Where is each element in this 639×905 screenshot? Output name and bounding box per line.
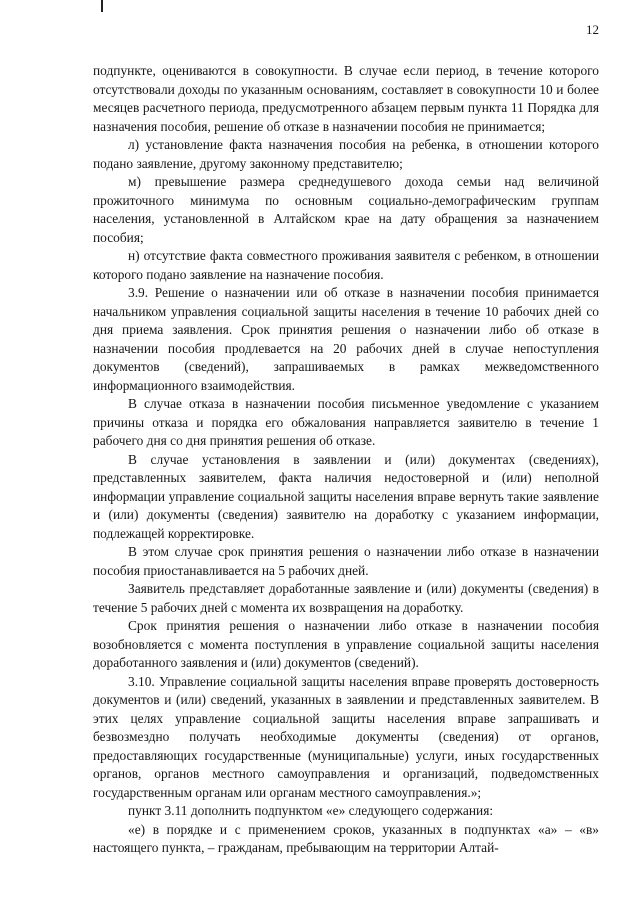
paragraph-resubmission: Заявитель представляет доработанные заявление и (или) документы (сведения) в течение 5 рабочих дней с момента их возвращения на доработку. (93, 581, 599, 615)
paragraph-subitem-l: л) установление факта назначения пособия на ребенка, в отношении которого подано заявление, другому законному представителю; (93, 137, 599, 171)
document-body (93, 62, 599, 858)
paragraph-subitem-e: «е) в порядке и с применением сроков, указанных в подпунктах «а» – «в» настоящего пункта, – гражданам, пребывающим на территории Алтай- (93, 821, 599, 855)
scan-edge-mark (101, 0, 103, 12)
paragraph-amendment-intro: пункт 3.11 дополнить подпунктом «е» следующего содержания: (128, 803, 494, 818)
paragraph-refusal-notice: В случае отказа в назначении пособия письменное уведомление с указанием причины отказа и порядка его обжалования направляется заявителю в течение 1 рабочего дня со дня принятия решения об отказе. (93, 396, 599, 448)
paragraph-resumption: Срок принятия решения о назначении либо отказе в назначении пособия возобновляется с момента поступления в управление социальной защиты населения доработанного заявления и (или) документов (сведений). (93, 618, 599, 670)
paragraph-subitem-n: н) отсутствие факта совместного проживания заявителя с ребенком, в отношении которого подано заявление на назначение пособия. (93, 248, 599, 282)
paragraph-subitem-m: м) превышение размера среднедушевого дохода семьи над величиной прожиточного минимума по основным социально-демографическим группам населения, установленной в Алтайском крае на дату обращения за назначением пособия; (93, 174, 599, 245)
paragraph-clause-3-10: 3.10. Управление социальной защиты населения вправе проверять достоверность документов и (или) сведений, указанных в заявлении и представленных заявителем. В этих целях управление социальной защиты населения вправе запрашивать и безвозмездно получать необходимые документы (сведения) от органов, предоставляющих государственные (муниципальные) услуги, иных государственных органов, органов местного самоуправления и организаций, подведомственных государственным органам или органам местного самоуправления.»; (93, 673, 599, 800)
page-number: 12 (586, 22, 599, 37)
paragraph-clause-3-9: 3.9. Решение о назначении или об отказе в назначении пособия принимается начальником управления социальной защиты населения в течение 10 рабочих дней со дня приема заявления. Срок принятия решения о назначении либо об отказе в назначении пособия продлевается на 20 рабочих дней в случае непоступления документов (сведений), запрашиваемых в рамках межведомственного информационного взаимодействия. (93, 285, 599, 393)
paragraph-continuation: подпункте, оцениваются в совокупности. В случае если период, в течение которого отсутствовали доходы по указанным основаниям, составляет в совокупности 10 и более месяцев расчетного периода, предусмотренного абзацем первым пункта 11 Порядка для назначения пособия, решение об отказе в назначении пособия не принимается; (93, 63, 599, 134)
paragraph-suspension: В этом случае срок принятия решения о назначении либо отказе в назначении пособия приостанавливается на 5 рабочих дней. (93, 544, 599, 578)
paragraph-return-for-revision: В случае установления в заявлении и (или) документах (сведениях), представленных заявителем, факта наличия недостоверной и (или) неполной информации управление социальной защиты населения вправе вернуть такие заявление и (или) документы (сведения) заявителю на доработку с указанием информации, подлежащей корректировке. (93, 451, 599, 541)
